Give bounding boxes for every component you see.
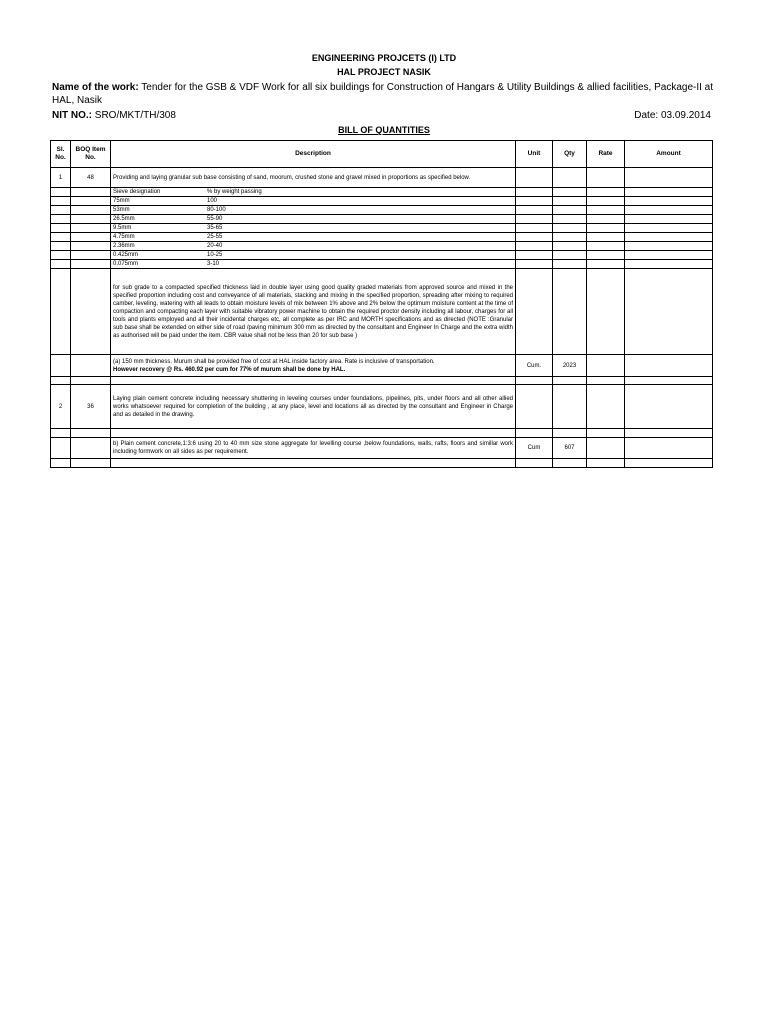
header-unit: Unit xyxy=(516,141,553,168)
table-row xyxy=(51,224,713,233)
sieve-header-label: Sieve designation xyxy=(113,189,161,195)
header-sl: Sl. No. xyxy=(51,141,71,168)
work-text: Tender for the GSB & VDF Work for all six buildings for Construction of Hangars & Utility Buildings & allied facilities, Package-II at HAL, Nasik xyxy=(52,82,714,106)
sieve-row xyxy=(111,251,516,260)
nit-number xyxy=(52,110,176,121)
sieve-passing: 25-55 xyxy=(207,234,223,240)
table-row xyxy=(51,251,713,260)
table-row xyxy=(51,242,713,251)
sieve-size: 4.75mm xyxy=(113,234,135,240)
company-name: ENGINEERING PROJCETS (I) LTD xyxy=(311,53,457,63)
sieve-passing: 55-90 xyxy=(207,216,223,222)
date: Date: 03.09.2014 xyxy=(634,110,711,121)
boq-title: BILL OF QUANTITIES xyxy=(338,125,430,135)
sieve-size: 0.075mm xyxy=(113,261,139,267)
table-row xyxy=(51,197,713,206)
project-name: HAL PROJECT NASIK xyxy=(337,67,431,77)
sieve-size: 26.5mm xyxy=(113,216,135,222)
item1-description: Providing and laying granular sub base consisting of sand, moorum, crushed stone and gravel mixed in proportions as specified below. xyxy=(111,168,516,188)
sieve-size: 0.425mm xyxy=(113,252,139,258)
item2-unit: Cum xyxy=(516,438,553,459)
nit-value: SRO/MKT/TH/308 xyxy=(94,110,176,121)
item1-qty: 2023 xyxy=(553,355,587,377)
table-row xyxy=(51,188,713,197)
nit-label: NIT NO.: xyxy=(52,110,92,121)
table-row xyxy=(51,438,713,459)
sieve-passing: 3-10 xyxy=(207,261,220,267)
sieve-passing: 80-100 xyxy=(207,207,226,213)
sieve-row xyxy=(111,215,516,224)
header-boq: BOQ Item No. xyxy=(71,141,111,168)
sieve-passing: 100 xyxy=(207,198,218,204)
sieve-header xyxy=(111,188,516,197)
boq-table xyxy=(50,140,713,468)
table-row xyxy=(51,429,713,438)
sieve-size: 53mm xyxy=(113,207,130,213)
item2-sl: 2 xyxy=(51,385,71,429)
table-row xyxy=(51,385,713,429)
sieve-row xyxy=(111,197,516,206)
sieve-size: 75mm xyxy=(113,198,130,204)
sieve-row xyxy=(111,242,516,251)
item1-sub-a-recovery: However recovery @ Rs. 460.92 per cum for 77% of murum shall be done by HAL. xyxy=(113,366,346,373)
sieve-row xyxy=(111,224,516,233)
sieve-passing: 20-40 xyxy=(207,243,223,249)
sieve-header-value: % by weight passing xyxy=(207,189,262,195)
table-row xyxy=(51,215,713,224)
item2-description: Laying plain cement concrete including necessary shuttering in leveling courses under foundations, pipelines, pits, under floors and all other allied works whatsoever required for completion of the building , at any place, level and locations all as directed by the consultant and Engineer in Charge and as detailed in the drawing. xyxy=(111,385,516,429)
header-rate: Rate xyxy=(587,141,625,168)
table-row xyxy=(51,377,713,385)
item1-sl: 1 xyxy=(51,168,71,188)
item1-unit: Cum. xyxy=(516,355,553,377)
sieve-row xyxy=(111,206,516,215)
sieve-row xyxy=(111,233,516,242)
item1-sub-a xyxy=(111,355,516,377)
sieve-row xyxy=(111,260,516,269)
sieve-passing: 35-65 xyxy=(207,225,223,231)
work-name xyxy=(52,81,716,107)
header-amount: Amount xyxy=(625,141,713,168)
item1-sub-a-text: (a) 150 mm thickness. Murum shall be provided free of cost at HAL inside factory area. Rate is inclusive of transportation. xyxy=(113,358,435,365)
header-qty: Qty xyxy=(553,141,587,168)
table-header-row xyxy=(51,141,713,168)
item2-qty: 607 xyxy=(553,438,587,459)
table-row xyxy=(51,168,713,188)
table-row xyxy=(51,459,713,468)
item2-sub-b: b) Plain cement concrete,1:3:6 using 20 to 40 mm size stone aggregate for levelling course ,below foundations, walls, rafts, floors and simillar work including formwork on all sides as per requirement. xyxy=(111,438,516,459)
item2-boq: 36 xyxy=(71,385,111,429)
table-row xyxy=(51,233,713,242)
table-row xyxy=(51,206,713,215)
table-row xyxy=(51,355,713,377)
header-description: Description xyxy=(111,141,516,168)
table-row xyxy=(51,269,713,355)
item1-description-2: for sub grade to a compacted specified thickness laid in double layer using good quality graded materials from approved source and mixed in the specified proportion including cost and conveyance of all materials, stacking and mixing in the specified proportion, spreading after mixing to required camber, leveling, watering with all leads to obtain moisture levels of mix between 1% above and 2% below the optimum moisture content at the time of compaction and compacting each layer with suitable vibratory power machine to obtain the required proctor density including all labour, charges for all tools and plants employed and all their incidental charges etc, all complete as per IRC and MORTH specifications and as directed (NOTE :Granular sub base shall be extended on either side of road /paving minimum 300 mm as directed by the consultant and Engineer In Charge and the extra width as authorised will be paid under the item. CBR value shall not be less than 20 for sub base ) xyxy=(111,269,516,355)
sieve-size: 2.36mm xyxy=(113,243,135,249)
sieve-passing: 10-25 xyxy=(207,252,223,258)
item1-boq: 48 xyxy=(71,168,111,188)
table-row xyxy=(51,260,713,269)
work-label: Name of the work: xyxy=(52,82,139,93)
sieve-size: 9.5mm xyxy=(113,225,132,231)
